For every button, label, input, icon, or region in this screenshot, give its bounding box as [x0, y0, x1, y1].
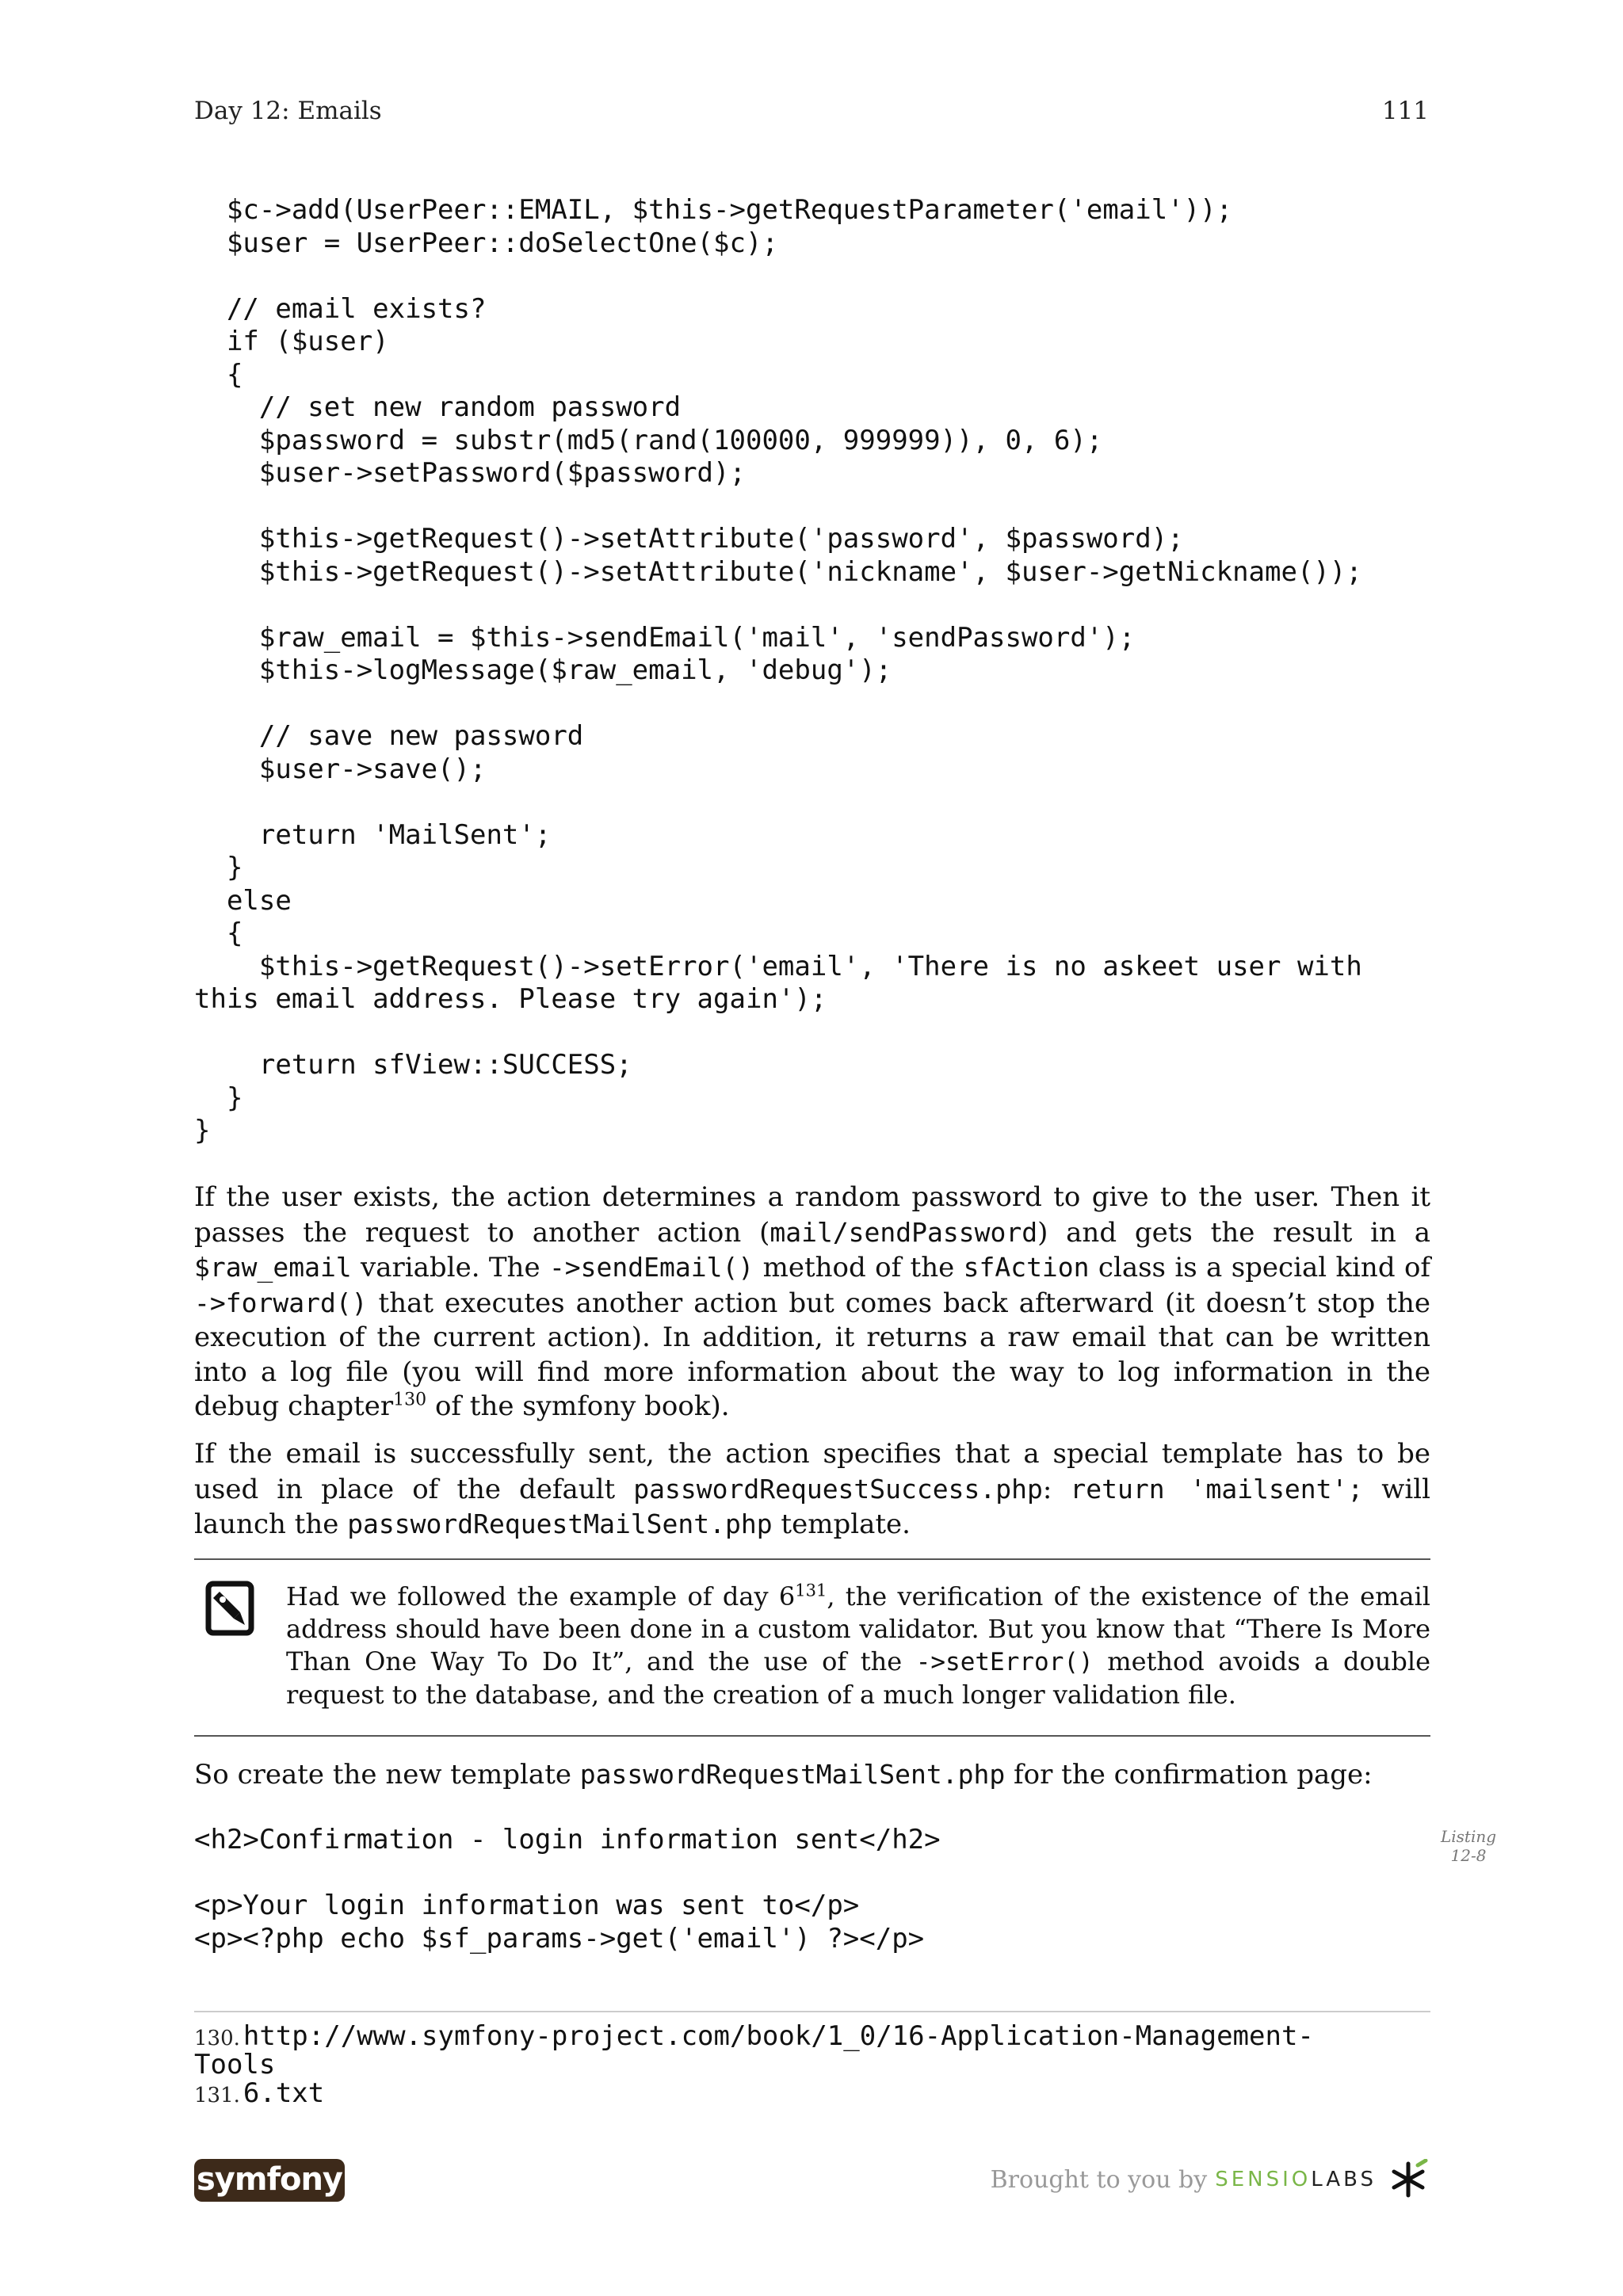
inline-code: $raw_email — [194, 1252, 352, 1283]
listing-word: Listing — [1440, 1827, 1497, 1846]
labs-text: LABS — [1311, 2168, 1377, 2191]
paragraph-create-template: So create the new template passwordRequestMailSent.php for the confirmation page: — [194, 1759, 1373, 1791]
note-top-rule — [194, 1558, 1430, 1560]
sensiolabs-star-icon — [1388, 2159, 1429, 2200]
note-bottom-rule — [194, 1735, 1430, 1737]
inline-code: ->forward() — [194, 1287, 368, 1318]
inline-code: passwordRequestSuccess.php — [633, 1473, 1043, 1505]
brought-to-you-text: Brought to you by — [990, 2165, 1208, 2194]
symfony-logo: symfony — [194, 2159, 345, 2202]
code-block-action: $c->add(UserPeer::EMAIL, $this->getRequestParameter('email')); $user = UserPeer::doSelectOne($c); // email exists? if ($user) { // set new random password $password = substr(md5(rand(100000, 999999)), 0, 6); $user->setPassword($password); $this->getRequest()->setAttribute('password', $password); $this->getRequest()->setAttribute('nickname', $user->getNickname()); $raw_email = $this->sendEmail('mail', 'sendPassword'); $this->logMessage($raw_email, 'debug'); // save new password $user->save(); return 'MailSent'; } else { $this->getRequest()->setError('email', 'There is no askeet user with this email address. Please try again'); return sfView::SUCCESS; } } — [194, 194, 1362, 1146]
running-header — [194, 97, 1429, 132]
footnote-ref-130[interactable]: 130 — [393, 1390, 427, 1410]
inline-code: ->sendEmail() — [548, 1252, 754, 1283]
footnote-link[interactable]: 6.txt — [242, 2077, 325, 2109]
chapter-title: Day 12: Emails — [194, 97, 382, 125]
inline-code: passwordRequestMailSent.php — [579, 1759, 1006, 1790]
inline-code: return 'mailsent'; — [1070, 1473, 1364, 1505]
footnote-ref-131[interactable]: 131 — [795, 1581, 827, 1600]
paragraph-action-explanation: If the user exists, the action determines a random password to give to the user. Then it passes the request to another action (mail/sendPassword) and gets the result in a $raw_email variable. The ->sendEmail() method of the sfAction class is a special kind of ->forward() that executes another action but comes back afterward (it doesn’t stop the execution of the current action). In addition, it returns a raw email that can be written into a log file (you will find more information about the way to log information in the debug chapter$^{130}$ of the symfony book). — [194, 1181, 1431, 1422]
footnote-number: 130. — [194, 2027, 240, 2050]
footnote-number: 131. — [194, 2084, 240, 2107]
inline-code: sfAction — [963, 1252, 1090, 1283]
listing-number: 12-8 — [1450, 1846, 1487, 1865]
sensiolabs-wordmark — [1215, 2168, 1377, 2191]
sensio-text: SENSIO — [1215, 2168, 1312, 2191]
inline-code: ->setError() — [915, 1648, 1094, 1676]
sponsor-credit — [991, 2160, 1429, 2199]
footnote-rule — [194, 2011, 1430, 2012]
listing-label — [1433, 1827, 1504, 1865]
footnote-131 — [194, 2079, 1430, 2107]
note-pencil-icon — [205, 1581, 254, 1636]
inline-code: mail/sendPassword — [769, 1216, 1038, 1248]
note-text: Had we followed the example of day $6^{131}$, the verification of the existence of the email address should have been done in a custom validator. But you know that “There Is More Than One Way To Do It”, and the use of the ->setError() method avoids a double request to the database, and the creation of a much longer validation file. — [286, 1581, 1431, 1710]
page-number: 111 — [1381, 97, 1429, 125]
footnote-link[interactable]: http://www.symfony-project.com/book/1_0/16-Application-Management- Tools — [194, 2020, 1314, 2081]
code-block-template: <h2>Confirmation - login information sent</h2> <p>Your login information was sent to</p> <p><?php echo $sf_params->get('email') ?></p> — [194, 1824, 941, 1955]
inline-code: passwordRequestMailSent.php — [347, 1508, 773, 1539]
paragraph-template-usage: If the email is successfully sent, the action specifies that a special template has to be used in place of the default passwordRequestSuccess.php: return 'mailsent'; will launch the passwordRequestMailSent.php template. — [194, 1438, 1430, 1540]
footnote-130 — [194, 2022, 1430, 2079]
